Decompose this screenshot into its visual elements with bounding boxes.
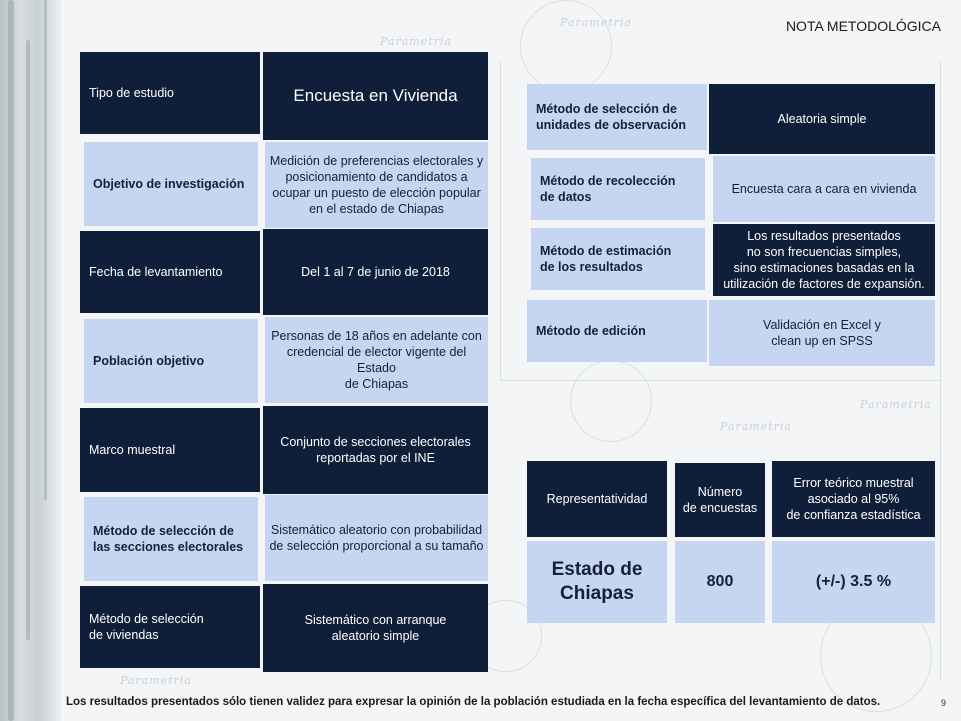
row-value: Sistemático aleatorio con probabilidad de selección proporcional a su tamaño <box>265 495 488 581</box>
row-value: Personas de 18 años en adelante con credencial de elector vigente del Estado de Chiapas <box>265 317 488 403</box>
row-label: Método de recolección de datos <box>531 158 705 220</box>
watermark-text: Parametria <box>860 398 932 411</box>
row-label: Objetivo de investigación <box>84 142 258 226</box>
watermark-text: Parametria <box>380 35 452 48</box>
column-header: Error teórico muestral asociado al 95% de confianza estadística <box>772 461 935 537</box>
row-value: Encuesta en Vivienda <box>263 52 488 140</box>
row-label: Método de selección de las secciones electorales <box>84 497 258 581</box>
row-value: Aleatoria simple <box>709 84 935 154</box>
row-label: Método de selección de viviendas <box>80 586 260 668</box>
row-label: Tipo de estudio <box>80 52 260 134</box>
row-label: Marco muestral <box>80 408 260 492</box>
background-tree-strip <box>0 0 62 721</box>
sample-value: Estado de Chiapas <box>527 541 667 623</box>
row-label: Población objetivo <box>84 319 258 403</box>
row-label: Fecha de levantamiento <box>80 231 260 313</box>
row-label: Método de estimación de los resultados <box>531 228 705 290</box>
row-value: Los resultados presentados no son frecuencias simples, sino estimaciones basadas en la utilización de factores de expansión. <box>713 224 935 296</box>
row-value: Del 1 al 7 de junio de 2018 <box>263 229 488 315</box>
sample-value: (+/-) 3.5 % <box>772 541 935 623</box>
watermark-text: Parametria <box>120 674 192 687</box>
row-value: Validación en Excel y clean up en SPSS <box>709 300 935 366</box>
watermark-text: Parametria <box>560 16 632 29</box>
row-label: Método de edición <box>527 300 707 362</box>
row-value: Medición de preferencias electorales y posicionamiento de candidatos a ocupar un puesto de elección popular en el estado de Chiapas <box>265 142 488 228</box>
page-number: 9 <box>941 698 947 708</box>
column-header: Representatividad <box>527 461 667 537</box>
row-value: Encuesta cara a cara en vivienda <box>713 156 935 222</box>
footer-note: Los resultados presentados sólo tienen validez para expresar la opinión de la población estudiada en la fecha específica del levantamiento de datos. <box>66 696 881 708</box>
watermark-text: Parametria <box>720 420 792 433</box>
page-title: NOTA METODOLÓGICA <box>785 18 941 34</box>
row-value: Sistemático con arranque aleatorio simple <box>263 584 488 672</box>
sample-value: 800 <box>675 541 765 623</box>
row-label: Método de selección de unidades de observación <box>527 84 707 150</box>
column-header: Número de encuestas <box>675 463 765 537</box>
row-value: Conjunto de secciones electorales reportadas por el INE <box>263 406 488 494</box>
